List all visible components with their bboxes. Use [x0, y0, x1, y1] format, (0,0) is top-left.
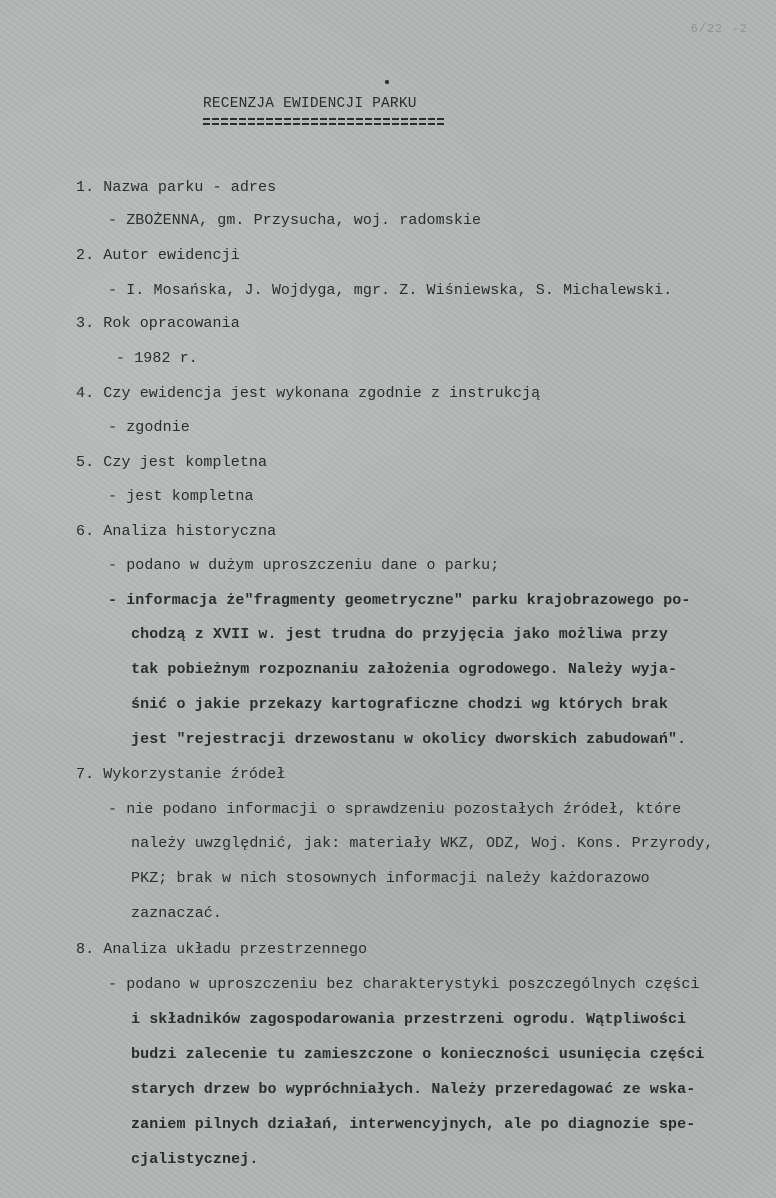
ink-dot: [385, 80, 389, 84]
item-line: zaniem pilnych działań, interwencyjnych, ale po diagnozie spe-: [131, 1116, 696, 1133]
item-line: cjalistycznej.: [131, 1151, 259, 1168]
item-line: - informacja że"fragmenty geometryczne" parku krajobrazowego po-: [108, 592, 691, 609]
item-heading: 8. Analiza układu przestrzennego: [76, 941, 368, 958]
item-line: należy uwzględnić, jak: materiały WKZ, ODZ, Woj. Kons. Przyrody,: [131, 835, 714, 852]
title-underline: [203, 118, 446, 127]
item-line: tak pobieżnym rozpoznaniu założenia ogrodowego. Należy wyja-: [131, 661, 678, 678]
item-heading: 4. Czy ewidencja jest wykonana zgodnie z instrukcją: [76, 385, 541, 402]
archive-mark: 6/22 -2: [690, 22, 748, 36]
item-line: PKZ; brak w nich stosownych informacji należy każdorazowo: [131, 870, 650, 887]
item-line: zaznaczać.: [131, 905, 223, 922]
item-line: - I. Mosańska, J. Wojdyga, mgr. Z. Wiśniewska, S. Michalewski.: [108, 282, 673, 299]
item-line: - ZBOŻENNA, gm. Przysucha, woj. radomskie: [108, 212, 482, 229]
item-line: i składników zagospodarowania przestrzeni ogrodu. Wątpliwości: [131, 1011, 687, 1028]
item-line: jest "rejestracji drzewostanu w okolicy dworskich zabudowań".: [131, 731, 687, 748]
item-heading: 2. Autor ewidencji: [76, 247, 240, 264]
item-heading: 1. Nazwa parku - adres: [76, 179, 277, 196]
item-line: starych drzew bo wypróchniałych. Należy przeredagować ze wska-: [131, 1081, 696, 1098]
item-heading: 7. Wykorzystanie źródeł: [76, 766, 286, 783]
item-line: - 1982 r.: [116, 350, 198, 367]
item-line: - zgodnie: [108, 419, 190, 436]
item-line: budzi zalecenie tu zamieszczone o konieczności usunięcia części: [131, 1046, 705, 1063]
item-line: śnić o jakie przekazy kartograficzne chodzi wg których brak: [131, 696, 668, 713]
document-title: RECENZJA EWIDENCJI PARKU: [203, 96, 417, 112]
item-line: - nie podano informacji o sprawdzeniu pozostałych źródeł, które: [108, 801, 682, 818]
item-heading: 3. Rok opracowania: [76, 315, 240, 332]
item-line: - jest kompletna: [108, 488, 254, 505]
item-line: chodzą z XVII w. jest trudna do przyjęcia jako możliwa przy: [131, 626, 668, 643]
item-heading: 5. Czy jest kompletna: [76, 454, 268, 471]
item-heading: 6. Analiza historyczna: [76, 523, 277, 540]
item-line: - podano w uproszczeniu bez charakterystyki poszczególnych części: [108, 976, 700, 993]
item-line: - podano w dużym uproszczeniu dane o parku;: [108, 557, 500, 574]
